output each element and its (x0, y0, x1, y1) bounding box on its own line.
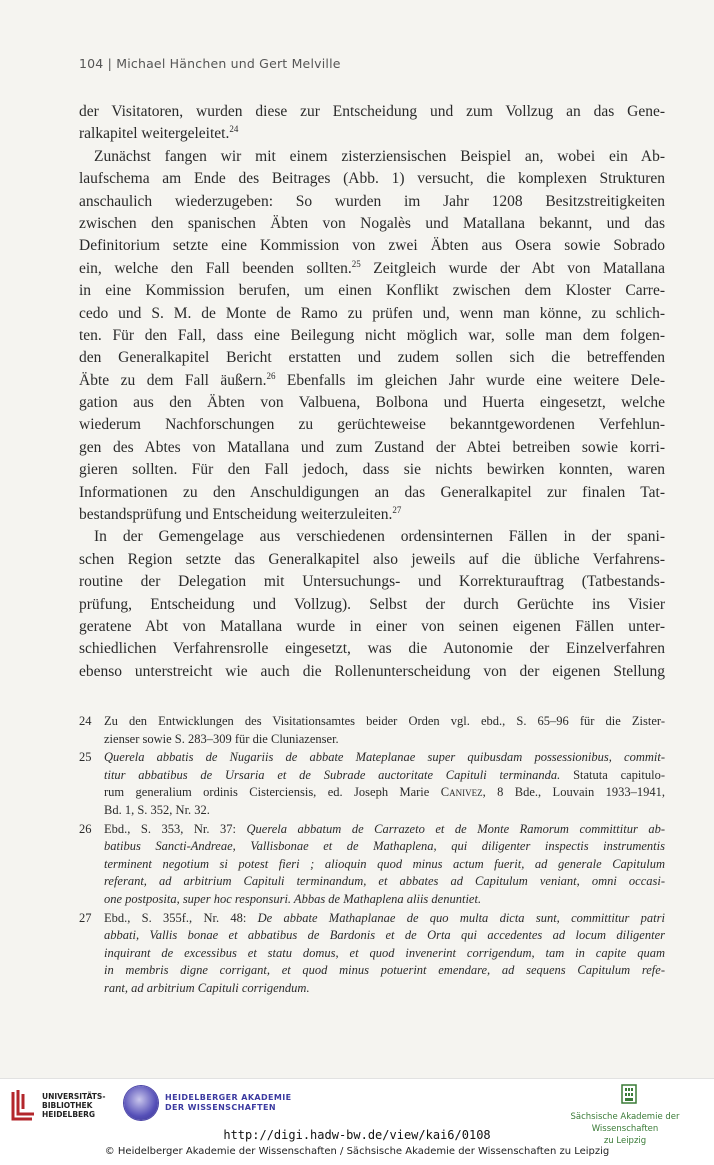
text-line (79, 414, 665, 436)
footnote-line (104, 980, 665, 998)
text-span: Statuta capitulo- (560, 767, 665, 782)
text-span: In der Gemengelage aus verschiedenen ordensinternen Fällen in der spani- (94, 528, 665, 546)
text-line (79, 235, 665, 257)
footnote-ref[interactable]: 26 (266, 370, 276, 381)
text-line (79, 482, 665, 504)
heidelberg-academy-seal-icon[interactable] (124, 1086, 158, 1120)
text-line (79, 258, 665, 280)
italic-text: one postposita, super hoc responsuri. Abbas de Mathaplena aliis denuntiet. (104, 891, 482, 906)
footnote-body (104, 713, 665, 748)
permalink-url[interactable]: http://digi.hadw-bw.de/view/kai6/0108 (223, 1128, 491, 1142)
text-line (79, 123, 665, 145)
footnote (79, 713, 665, 748)
heidelberg-academy-label (165, 1093, 292, 1113)
text-span: Ebenfalls im gleichen Jahr wurde eine weitere Dele- (275, 371, 665, 389)
footnote-line (104, 784, 665, 802)
text-line (79, 616, 665, 638)
text-line (79, 571, 665, 593)
text-line (79, 191, 665, 213)
text-line (79, 101, 665, 123)
footnote-ref[interactable]: 27 (392, 504, 402, 515)
text-span: wiederum Nachforschungen zu gerüchteweise bekanntgewordenen Verfehlun- (79, 416, 665, 434)
footnote (79, 749, 665, 819)
text-line (79, 504, 665, 526)
text-span: anschaulich wiederzugeben: So wurden im Jahr 1208 Besitzstreitigkeiten (79, 192, 665, 210)
ub-line: UNIVERSITÄTS- (42, 1092, 106, 1101)
text-line (79, 146, 665, 168)
ha-line: DER WISSENSCHAFTEN (165, 1103, 276, 1112)
italic-text: De abbate Mathaplanae de quo multa dicta sunt, committitur patri (257, 910, 665, 925)
text-span: gation aus den Äbten von Valbuena, Bolbona und Huerta eingesetzt, welche (79, 394, 665, 412)
footnote (79, 821, 665, 909)
text-line (79, 638, 665, 660)
italic-text: titur abbatibus de Ursaria et de Subrade auctoritate Capituli terminanda. (104, 767, 561, 782)
text-span: ten. Für den Fall, dass eine Beilegung nicht möglich war, solle man dem folgen- (79, 326, 665, 344)
text-span: gen des Abtes von Matallana und zum Zustand der Abtei betreiben sowie korri- (79, 438, 665, 456)
text-span: Zunächst fangen wir mit einem zisterziensischen Beispiel an, wobei ein Ab- (94, 147, 665, 165)
text-span: Definitorium setzte eine Kommission von zwei Äbten aus Osera sowie Sobrado (79, 237, 665, 255)
footnote-line (104, 945, 665, 963)
text-span: , 8 Bde., Louvain 1933–1941, (482, 785, 666, 800)
footnote-line (104, 873, 665, 891)
text-line (79, 370, 665, 392)
university-library-label (42, 1092, 105, 1119)
italic-text: rant, ad arbitrium Capituli corrigendum. (104, 980, 310, 995)
text-span: schen Region setzte das Generalkapitel also jeweils auf die übliche Verfahrens- (79, 550, 665, 568)
body-text (79, 101, 665, 683)
footnote-number: 27 (79, 910, 92, 925)
footnote-number: 25 (79, 750, 92, 765)
small-caps-name: Canivez (440, 785, 483, 800)
ub-line: BIBLIOTHEK (42, 1101, 93, 1110)
footnote-ref[interactable]: 25 (351, 258, 361, 269)
footnote-line (104, 767, 665, 785)
text-span: zwischen den spanischen Äbten von Nogalès und Matallana bekannt, und das (79, 214, 665, 232)
footnote-line (104, 856, 665, 874)
text-span: in eine Kommission berufen, um einen Konflikt zwischen dem Kloster Carre- (79, 282, 665, 300)
text-line (79, 325, 665, 347)
text-span: der Visitatoren, wurden diese zur Entscheidung und zum Vollzug an das Gene- (79, 103, 665, 120)
text-span: Äbte zu dem Fall äußern. (79, 371, 267, 389)
footnote-line (104, 802, 665, 820)
text-line (79, 526, 665, 548)
footnote (79, 910, 665, 998)
footnotes (79, 713, 665, 999)
italic-text: Querela abbatum de Carrazeto et de Monte Ramorum committitur ab- (246, 821, 665, 836)
text-span: zienser sowie S. 283–309 für die Cluniazenser. (104, 731, 339, 746)
italic-text: batibus Sancti-Andreae, Vallisbonae et de Mathaplena, qui diligenter inspectis instrumentis (104, 839, 665, 854)
text-span: Informationen zu den Anschuldigungen an das Generalkapitel zur finalen Tat- (79, 483, 665, 501)
footnote-line (104, 821, 665, 839)
footnote-line (104, 838, 665, 856)
italic-text: inquirant de excessibus et statu domus, et quod invenerint corrigendum, tam in capite quam (104, 945, 665, 960)
text-line (79, 347, 665, 369)
university-library-logo-icon[interactable] (10, 1088, 36, 1122)
text-span: cedo und S. M. de Monte de Ramo zu prüfen und, wenn man könne, zu schlich- (79, 304, 665, 322)
text-span: den Generalkapitel Bericht erstatten und zudem sollen sich die betreffenden (79, 349, 665, 367)
text-span: Bd. 1, S. 352, Nr. 32. (104, 802, 210, 817)
footnote-line (104, 749, 665, 767)
text-span: laufschema am Ende des Beitrages (Abb. 1) versucht, die komplexen Strukturen (79, 170, 665, 188)
footnote-line (104, 962, 665, 980)
sa-line: Sächsische Akademie der Wissenschaften (570, 1112, 680, 1134)
footnote-line (104, 891, 665, 909)
text-span: Zeitgleich wurde der Abt von Matallana (360, 259, 665, 277)
text-span: Ebd., S. 353, Nr. 37: (104, 821, 247, 836)
text-span: schiedlichen Verfahrensrolle eingesetzt, was die Autonomie der Einzelverfahren (79, 640, 665, 658)
text-line (79, 168, 665, 190)
italic-text: referant, ad arbitrium Capituli terminandum, et abbates ad Capitulum veniant, omni occasi- (104, 874, 665, 889)
footnote-line (104, 910, 665, 928)
text-span: Zu den Entwicklungen des Visitationsamtes beider Orden vgl. ebd., S. 65–96 für die Zister- (104, 714, 665, 728)
text-span: Ebd., S. 355f., Nr. 48: (104, 910, 258, 925)
text-span: geratene Abt von Matallana wurde in einer von seinen eigenen Fällen unter- (79, 617, 665, 635)
text-line (79, 392, 665, 414)
text-line (79, 459, 665, 481)
running-head: 104 | Michael Hänchen und Gert Melville (79, 56, 341, 71)
footnote-body (104, 910, 665, 998)
copyright-notice: © Heidelberger Akademie der Wissenschaften / Sächsische Akademie der Wissenschaften zu Leipzig (104, 1146, 610, 1157)
text-line (79, 437, 665, 459)
text-line (79, 594, 665, 616)
footnote-ref[interactable]: 24 (229, 124, 239, 135)
ha-line: HEIDELBERGER AKADEMIE (165, 1093, 292, 1102)
text-span: rum generalium ordinis Cisterciensis, ed. Joseph Marie (104, 785, 441, 800)
text-span: routine der Delegation mit Untersuchungs- und Korrekturauftrag (Tatbestands- (79, 573, 665, 591)
italic-text: Querela abbatis de Nugariis de abbate Mateplanae super quibusdam possessionibus, commit- (104, 750, 665, 765)
text-line (79, 549, 665, 571)
italic-text: abbati, Vallis bonae et abbatibus de Bardonis et de Orta qui accedentes ad locum diligenter (104, 928, 665, 943)
italic-text: terminent negotium si potest fieri ; alioquin quod minus actum fuerit, ad generale Capitulum (104, 856, 665, 871)
footnote-number: 24 (79, 714, 92, 728)
text-line (79, 213, 665, 235)
footnote-line (104, 713, 665, 731)
text-line (79, 280, 665, 302)
footnote-body (104, 821, 665, 909)
text-line (79, 661, 665, 683)
text-span: ralkapitel weitergeleitet. (79, 125, 230, 143)
text-line (79, 303, 665, 325)
italic-text: in membris digne corrigant, et quod minus potuerint emendare, ad sequens Capitulum refe- (104, 963, 665, 978)
footnote-line (104, 731, 665, 749)
text-span: ein, welche den Fall beenden sollten. (79, 259, 352, 277)
text-span: bestandsprüfung und Entscheidung weiterzuleiten. (79, 506, 393, 524)
footnote-body (104, 749, 665, 819)
text-span: ebenso unterstreicht wie auch die Rollenunterscheidung von der eigenen Stellung (79, 662, 665, 680)
saxon-academy-logo-icon[interactable] (621, 1084, 637, 1104)
ub-line: HEIDELBERG (42, 1110, 96, 1119)
sa-line: zu Leipzig (603, 1136, 647, 1146)
footnote-number: 26 (79, 821, 92, 836)
text-span: prüfung, Entscheidung und Vollzug). Selbst der durch Gerüchte ins Visier (79, 595, 665, 613)
footnote-line (104, 927, 665, 945)
text-span: gieren sollten. Für den Fall jedoch, dass sie nichts bewirken konnten, waren (79, 461, 665, 479)
